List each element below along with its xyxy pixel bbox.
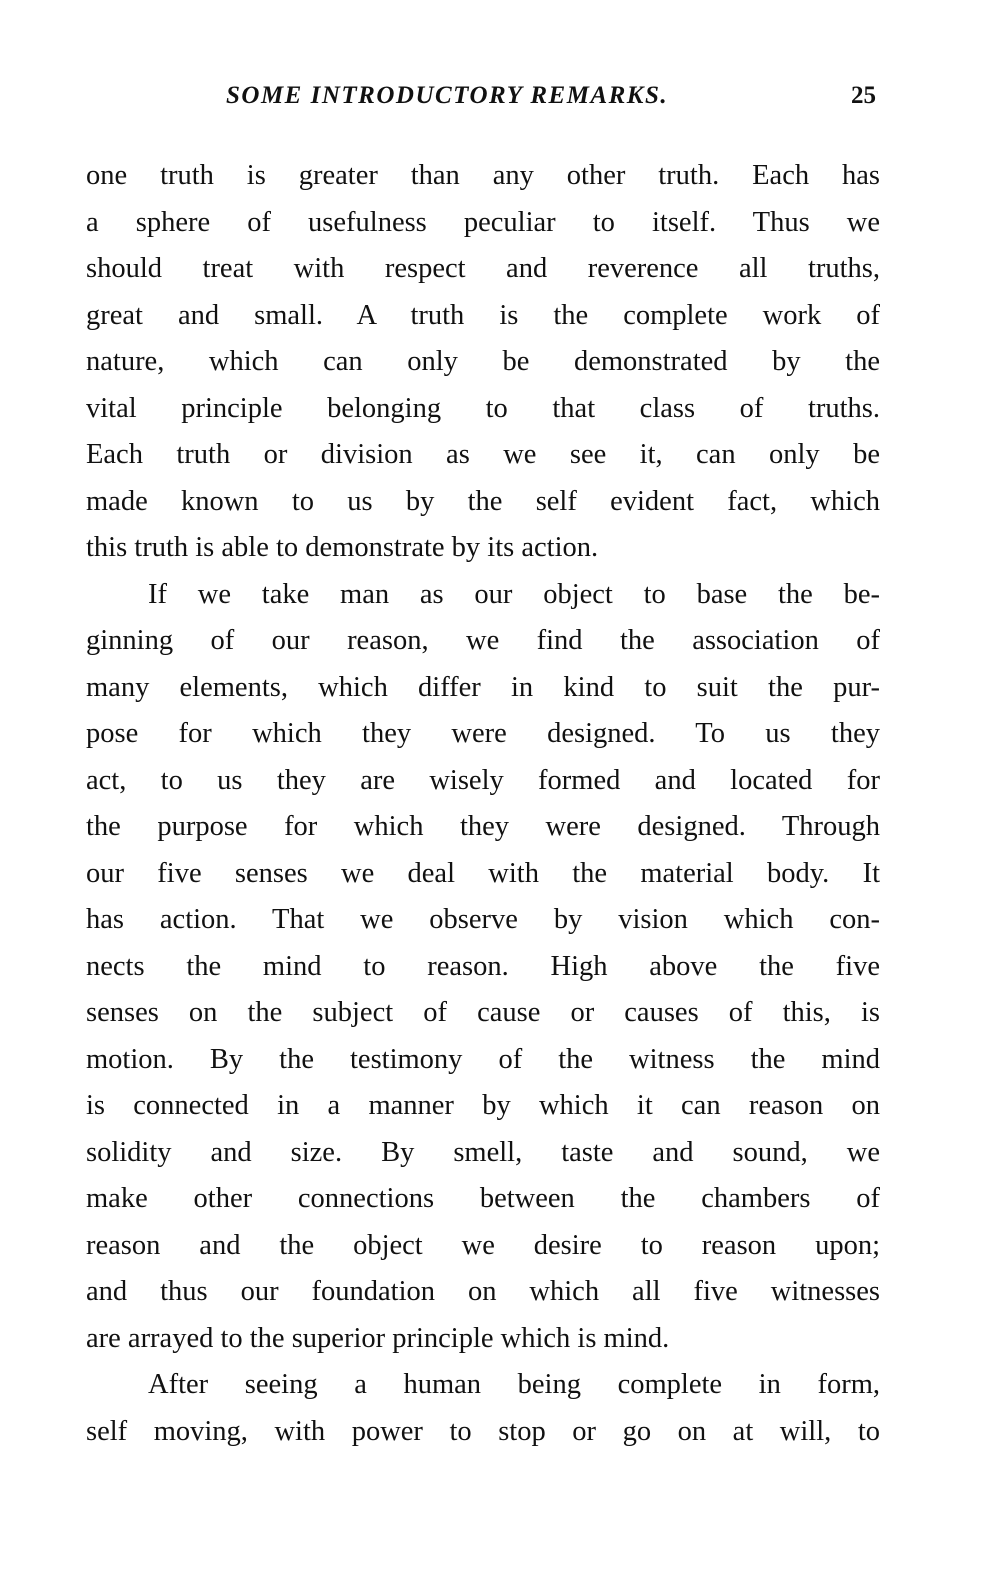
text-line: a sphere of usefulness peculiar to itself. Thus we: [86, 206, 880, 238]
text-line: the purpose for which they were designed. Through: [86, 811, 880, 842]
text-line: and thus our foundation on which all five witnesses: [86, 1276, 880, 1307]
text-line: act, to us they are wisely formed and located for: [86, 764, 880, 796]
text-line: senses on the subject of cause or causes of this, is: [86, 997, 880, 1028]
text-line: self moving, with power to stop or go on at will, to: [86, 1415, 880, 1447]
text-line: nects the mind to reason. High above the five: [86, 950, 880, 982]
text-line: pose for which they were designed. To us they: [86, 718, 880, 749]
paragraph-2: [86, 572, 880, 1363]
text-line: this truth is able to demonstrate by its action.: [86, 532, 599, 563]
text-line: should treat with respect and reverence all truths,: [86, 253, 880, 284]
text-line: our five senses we deal with the material body. It: [86, 857, 880, 889]
text-line: many elements, which differ in kind to suit the pur-: [86, 671, 880, 703]
text-line: are arrayed to the superior principle which is mind.: [86, 1322, 670, 1354]
paragraph-3: [86, 1362, 880, 1455]
text-line: If we take man as our object to base the be-: [148, 578, 880, 610]
text-line: ginning of our reason, we find the association of: [86, 625, 880, 656]
text-line: vital principle belonging to that class of truths.: [86, 392, 880, 424]
running-title: SOME INTRODUCTORY REMARKS.: [226, 82, 669, 109]
text-line: great and small. A truth is the complete work of: [86, 299, 880, 331]
text-line: made known to us by the self evident fact, which: [86, 485, 880, 517]
text-line: reason and the object we desire to reason upon;: [86, 1229, 880, 1261]
page-number: 25: [851, 82, 876, 109]
text-line: one truth is greater than any other truth. Each has: [86, 160, 880, 191]
text-line: Each truth or division as we see it, can only be: [86, 439, 880, 470]
paragraph-1: [86, 153, 880, 572]
text-line: motion. By the testimony of the witness the mind: [86, 1043, 880, 1075]
text-line: make other connections between the chambers of: [86, 1183, 880, 1214]
text-line: nature, which can only be demonstrated by the: [86, 346, 880, 377]
text-line: After seeing a human being complete in form,: [148, 1369, 880, 1400]
text-line: solidity and size. By smell, taste and sound, we: [86, 1136, 880, 1168]
body-text: [86, 153, 880, 1455]
text-line: is connected in a manner by which it can reason on: [86, 1090, 880, 1121]
text-line: has action. That we observe by vision which con-: [86, 904, 880, 935]
page-header: [86, 82, 880, 122]
